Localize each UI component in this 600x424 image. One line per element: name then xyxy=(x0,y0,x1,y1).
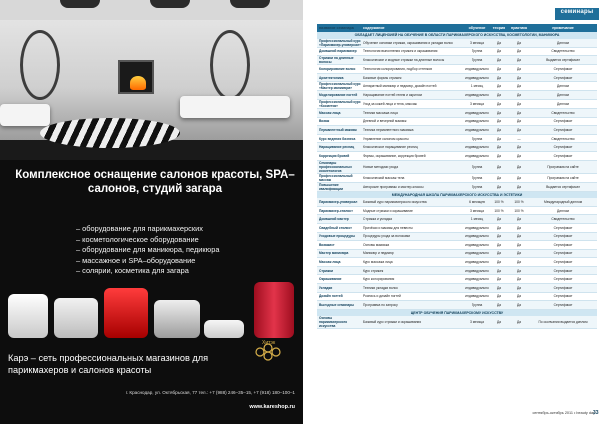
table-cell: Да xyxy=(516,127,522,132)
table-cell: 6 месяцев xyxy=(469,199,485,204)
advert-address: г. Краснодар, ул. Октябрьская, 77 тел.: +7 (988) 246–35–15, +7 (918) 180–100–1 xyxy=(125,390,295,395)
seminars-table xyxy=(317,24,597,329)
table-row xyxy=(317,183,597,192)
table-cell: индивидуально xyxy=(465,251,489,256)
massage-table-image xyxy=(204,320,244,338)
table-row xyxy=(317,65,597,74)
table-row xyxy=(317,109,597,118)
table-cell: Массаж лица xyxy=(319,110,341,115)
service-item: – косметологическое оборудование xyxy=(76,235,296,246)
table-cell: Укладки xyxy=(319,285,333,290)
table-cell: Да xyxy=(516,242,522,247)
table-cell: Да xyxy=(496,75,502,80)
school-banner: МЕЖДУНАРОДНАЯ ШКОЛА ПАРИКМАХЕРСКОГО ИСКУССТВА И ЭСТЕТИКИ xyxy=(317,192,597,199)
table-cell: Дизайн ногтей xyxy=(319,294,343,299)
table-cell: По окончании выдается диплом xyxy=(538,320,588,325)
table-cell: Классический массаж тела xyxy=(363,175,405,180)
table-cell: Семинары профессиональных косметологов xyxy=(319,160,352,173)
table-row xyxy=(317,100,597,109)
table-row xyxy=(317,152,597,161)
table-cell: Да xyxy=(496,110,502,115)
table-cell: Перманентный макияж xyxy=(319,127,357,132)
table-row xyxy=(317,135,597,144)
services-list xyxy=(76,224,296,277)
table-cell: Да xyxy=(516,217,522,222)
table-cell: Диплом xyxy=(557,84,569,89)
table-row xyxy=(317,48,597,57)
table-cell: Сертификат xyxy=(553,66,573,71)
table-cell: Процедуры ухода за волосами xyxy=(363,234,411,239)
table-cell: Техники укладки волос xyxy=(363,285,399,290)
table-cell: Группа xyxy=(471,184,483,189)
table-cell: индивидуально xyxy=(465,285,489,290)
table-cell: Классическое наращивание ресниц xyxy=(363,145,418,150)
solarium-image xyxy=(254,282,294,338)
table-cell: Группа xyxy=(471,49,483,54)
table-cell: 100 % xyxy=(494,199,504,204)
table-cell: Уход за кожей лица и тела, массаж xyxy=(363,101,417,106)
header-cell: обучение xyxy=(468,26,486,30)
table-cell: 3 месяца xyxy=(469,320,484,325)
table-cell: Да xyxy=(496,49,502,54)
table-cell: Да xyxy=(516,75,522,80)
table-cell: Да xyxy=(496,164,502,169)
table-cell: Основы парикмахерского искусства xyxy=(319,316,348,329)
table-cell: Профессиональный массаж xyxy=(319,173,353,182)
table-cell: Сертификат xyxy=(553,303,573,308)
table-cell: Сертификат xyxy=(553,294,573,299)
table-cell: индивидуально xyxy=(465,234,489,239)
service-item: – оборудование для маникюра, педикюра xyxy=(76,245,296,256)
table-cell: Сертификат xyxy=(553,234,573,239)
table-cell: индивидуально xyxy=(465,242,489,247)
table-row xyxy=(317,284,597,293)
table-cell: Да xyxy=(516,320,522,325)
table-cell: Обучение основам стрижки, окрашивания и укладки волос xyxy=(363,40,454,45)
table-row xyxy=(317,143,597,152)
table-row xyxy=(317,118,597,127)
table-cell: Да xyxy=(516,110,522,115)
table-cell: индивидуально xyxy=(465,260,489,265)
table-cell: индивидуально xyxy=(465,66,489,71)
table-cell: Уходовые процедуры xyxy=(319,234,356,239)
table-cell: Группа xyxy=(471,175,483,180)
table-cell: индивидуально xyxy=(465,127,489,132)
table-cell: Да xyxy=(516,251,522,256)
table-cell: Сертификат xyxy=(553,75,573,80)
table-row xyxy=(317,267,597,276)
table-cell: Да xyxy=(516,66,522,71)
table-cell: Технология колорирования, подбор оттенков xyxy=(363,66,432,71)
table-row xyxy=(317,233,597,242)
table-cell: Визажист xyxy=(319,242,335,247)
table-cell: Да xyxy=(496,184,502,189)
table-cell: Профессиональный курс «Косметик» xyxy=(319,99,361,108)
table-cell: Курс ведения бизнеса xyxy=(319,136,356,141)
table-cell: Курс массажа лица xyxy=(363,260,393,265)
table-cell: Базовый курс стрижки и окрашивания xyxy=(363,320,422,325)
table-cell: Да xyxy=(496,145,502,150)
table-cell: Выдается сертификат xyxy=(546,184,580,189)
table-cell: Да xyxy=(516,49,522,54)
table-cell: 3 месяца xyxy=(469,40,484,45)
table-cell: Формы, окрашивание, коррекция бровей xyxy=(363,153,426,158)
table-cell: Мастер маникюра xyxy=(319,251,349,256)
table-cell: Профессиональный курс «Парикмахер-универсал» xyxy=(319,38,361,47)
table-cell: Стрижки на длинные волосы xyxy=(319,56,354,65)
table-cell: индивидуально xyxy=(465,110,489,115)
table-cell: Базовые формы стрижек xyxy=(363,75,402,80)
table-cell: Да xyxy=(516,175,522,180)
table-group xyxy=(317,198,597,310)
table-row xyxy=(317,74,597,83)
table-group xyxy=(317,39,597,192)
table-cell: 1 месяц xyxy=(470,84,484,89)
table-cell: 3 месяца xyxy=(469,101,484,106)
table-cell: 100 % xyxy=(514,208,524,213)
table-cell: Визаж xyxy=(319,119,330,124)
table-row xyxy=(317,258,597,267)
table-cell: Да xyxy=(496,153,502,158)
page-number: 33 xyxy=(593,410,599,416)
table-row xyxy=(317,293,597,302)
table-cell: Диплом xyxy=(557,40,569,45)
advert-tagline: Карэ – сеть профессиональных магазинов для парикмахеров и салонов красоты xyxy=(8,353,209,375)
table-cell: индивидуально xyxy=(465,93,489,98)
table-cell: Сертификат xyxy=(553,251,573,256)
salon-chair-image xyxy=(8,294,48,338)
page-footer: сентябрь-октябрь 2011 • beauty day xyxy=(532,411,595,415)
table-row xyxy=(317,215,597,224)
school-banner: ОБЛАДАЕТ ЛИЦЕНЗИЕЙ НА ОБУЧЕНИЕ В ОБЛАСТИ ПАРИКМАХЕРСКОГО ИСКУССТВА, КОСМЕТОЛОГИИ, МАНИКЮРА xyxy=(317,32,597,39)
table-cell: 3 месяца xyxy=(469,208,484,213)
table-cell: Да xyxy=(496,285,502,290)
table-cell: Да xyxy=(496,268,502,273)
table-cell: Диплом xyxy=(557,93,569,98)
table-row xyxy=(317,241,597,250)
table-cell: Сертификат xyxy=(553,145,573,150)
seminars-page xyxy=(305,0,600,424)
header-cell: практика xyxy=(511,26,527,30)
table-cell: 1 месяц xyxy=(470,217,484,222)
table-cell: Технология выполнения стрижек и окрашивания xyxy=(363,49,438,54)
header-cell: примечание xyxy=(552,26,574,30)
table-header xyxy=(317,24,597,32)
table-cell: индивидуально xyxy=(465,153,489,158)
table-row xyxy=(317,301,597,310)
table-cell: Группа xyxy=(471,164,483,169)
table-cell: Международный диплом xyxy=(543,199,583,204)
salon-chair-image xyxy=(54,298,98,338)
table-cell: Управление салоном красоты xyxy=(363,136,409,141)
table-cell: Да xyxy=(516,285,522,290)
table-row xyxy=(317,82,597,91)
table-cell: Архитектоника xyxy=(319,75,344,80)
table-row xyxy=(317,39,597,48)
table-cell: Базовый курс парикмахерского искусства xyxy=(363,199,427,204)
table-cell: Стрижка и укладка xyxy=(363,217,392,222)
table-cell: Дневной и вечерний макияж xyxy=(363,119,407,124)
table-cell: Сертификат xyxy=(553,153,573,158)
table-cell: Да xyxy=(516,294,522,299)
table-cell: Техника перманентного макияжа xyxy=(363,127,414,132)
table-row xyxy=(317,198,597,207)
advert-website[interactable]: www.kareshop.ru xyxy=(249,404,295,410)
table-cell: 100 % xyxy=(494,208,504,213)
table-cell: индивидуально xyxy=(465,294,489,299)
service-item: – массажное и SPA–оборудование xyxy=(76,256,296,267)
table-row xyxy=(317,275,597,284)
table-cell: Да xyxy=(516,277,522,282)
advert-headline: Комплексное оснащение салонов красоты, SPA–салонов, студий загара xyxy=(15,169,295,195)
table-cell: Да xyxy=(496,242,502,247)
table-cell: Наращивание ресниц xyxy=(319,145,355,150)
table-row xyxy=(317,207,597,216)
table-cell: Да xyxy=(516,164,522,169)
table-cell: Да xyxy=(496,303,502,308)
table-cell: Диплом xyxy=(557,208,569,213)
table-cell: индивидуально xyxy=(465,277,489,282)
table-cell: Сертификат xyxy=(553,119,573,124)
table-cell: Да xyxy=(516,119,522,124)
table-row xyxy=(317,250,597,259)
table-cell: Да xyxy=(496,101,502,106)
table-cell: Да xyxy=(516,260,522,265)
table-cell: Да xyxy=(516,40,522,45)
table-cell: Да xyxy=(516,58,522,63)
table-cell: Новые методики ухода xyxy=(363,164,399,169)
table-cell: Сертификат xyxy=(553,260,573,265)
header-cell: содержание xyxy=(363,26,385,30)
table-cell: Аппаратный маникюр и педикюр, дизайн ногтей xyxy=(363,84,437,89)
table-cell: Маникюр и педикюр xyxy=(363,251,394,256)
table-cell: индивидуально xyxy=(465,75,489,80)
table-cell: Да xyxy=(516,145,522,150)
table-cell: Выдается сертификат xyxy=(546,58,580,63)
table-cell: Да xyxy=(516,184,522,189)
table-cell: Сертификат xyxy=(553,242,573,247)
table-cell: Свидетельство xyxy=(551,136,575,141)
table-cell: Да xyxy=(516,268,522,273)
table-cell: Колорирование волос xyxy=(319,66,356,71)
table-cell: Окрашивание xyxy=(319,277,342,282)
brand-name: Хитэк xyxy=(262,340,276,346)
table-cell: Диплом xyxy=(557,101,569,106)
table-cell: — xyxy=(517,136,521,141)
table-cell: Наращивание ногтей гелем и акрилом xyxy=(363,93,422,98)
table-cell: Программа на сайте xyxy=(547,164,579,169)
table-cell: Да xyxy=(516,225,522,230)
table-cell: Да xyxy=(516,153,522,158)
table-cell: Парикмахер-стилист xyxy=(319,208,353,213)
table-cell: Основы макияжа xyxy=(363,242,390,247)
table-cell: Выездные семинары xyxy=(319,303,355,308)
table-group xyxy=(317,316,597,329)
table-row xyxy=(317,174,597,183)
table-cell: Профессиональный курс «Мастер маникюра» xyxy=(319,82,361,91)
table-cell: Да xyxy=(516,234,522,239)
table-cell: Да xyxy=(496,93,502,98)
table-cell: Сертификат xyxy=(553,268,573,273)
table-cell: Стрижки xyxy=(319,268,334,273)
table-cell: Причёски и макияж для невесты xyxy=(363,225,413,230)
table-cell: Программа на сайте xyxy=(547,175,579,180)
table-cell: Роспись и дизайн ногтей xyxy=(363,294,401,299)
table-cell: Свидетельство xyxy=(551,49,575,54)
table-cell: индивидуально xyxy=(465,145,489,150)
table-cell: индивидуально xyxy=(465,268,489,273)
table-cell: Да xyxy=(496,260,502,265)
table-cell: Парикмахер-универсал xyxy=(319,199,358,204)
table-cell: Да xyxy=(496,251,502,256)
table-cell: Курс колорирования xyxy=(363,277,395,282)
table-cell: Сертификат xyxy=(553,127,573,132)
table-cell: Повышение квалификации xyxy=(319,182,344,191)
table-cell: Свидетельство xyxy=(551,217,575,222)
table-cell: Да xyxy=(496,84,502,89)
table-cell: Да xyxy=(496,320,502,325)
salon-chair-image xyxy=(104,288,148,338)
table-cell: Модные стрижки и окрашивание xyxy=(363,208,413,213)
table-cell: Группа xyxy=(471,136,483,141)
table-cell: Сертификат xyxy=(553,285,573,290)
table-cell: Моделирование ногтей xyxy=(319,93,358,98)
table-cell: Сертификат xyxy=(553,277,573,282)
table-cell: Классические и модные стрижки на длинные волосы xyxy=(363,58,445,63)
table-cell: Да xyxy=(496,119,502,124)
section-title: семинары xyxy=(560,9,594,15)
table-cell: Да xyxy=(516,101,522,106)
table-cell: Да xyxy=(496,175,502,180)
table-cell: Да xyxy=(496,277,502,282)
table-cell: Да xyxy=(496,225,502,230)
table-cell: Да xyxy=(496,136,502,141)
table-cell: Сертификат xyxy=(553,225,573,230)
table-cell: Да xyxy=(496,58,502,63)
table-row xyxy=(317,316,597,329)
service-item: – оборудование для парикмахерских xyxy=(76,224,296,235)
service-item: – солярии, косметика для загара xyxy=(76,266,296,277)
table-cell: Техники массажа лица xyxy=(363,110,398,115)
table-cell: Свадебный стилист xyxy=(319,225,352,230)
table-cell: Да xyxy=(496,217,502,222)
table-cell: Свидетельство xyxy=(551,110,575,115)
table-cell: Авторские программы и мастер-классы xyxy=(363,184,424,189)
school-banner: ЦЕНТР ОБУЧЕНИЯ ПАРИКМАХЕРСКОМУ ИСКУССТВУ xyxy=(317,310,597,317)
table-row xyxy=(317,91,597,100)
table-cell: индивидуально xyxy=(465,119,489,124)
table-row xyxy=(317,224,597,233)
table-row xyxy=(317,56,597,65)
table-cell: Да xyxy=(496,40,502,45)
table-cell: Да xyxy=(516,93,522,98)
table-cell: Да xyxy=(496,127,502,132)
salon-chair-image xyxy=(154,300,200,338)
table-cell: Группа xyxy=(471,58,483,63)
table-cell: Программа по запросу xyxy=(363,303,398,308)
salon-interior-photo xyxy=(0,0,303,160)
table-cell: Массаж лица xyxy=(319,260,341,265)
equipment-photos xyxy=(4,282,300,338)
header-cell: теория xyxy=(492,26,506,30)
table-cell: Коррекция бровей xyxy=(319,153,350,158)
table-row xyxy=(317,161,597,174)
table-cell: Да xyxy=(496,66,502,71)
table-cell: Группа xyxy=(471,303,483,308)
table-cell: Да xyxy=(496,294,502,299)
table-cell: Курс стрижек xyxy=(363,268,384,273)
table-row xyxy=(317,126,597,135)
table-cell: Домашний парикмахер xyxy=(319,49,357,54)
table-cell: 100 % xyxy=(514,199,524,204)
table-cell: Да xyxy=(516,303,522,308)
table-cell: Да xyxy=(496,234,502,239)
header-cell: название семинара xyxy=(319,26,354,30)
table-cell: индивидуально xyxy=(465,225,489,230)
table-cell: Да xyxy=(516,84,522,89)
table-cell: Домашний мастер xyxy=(319,217,349,222)
